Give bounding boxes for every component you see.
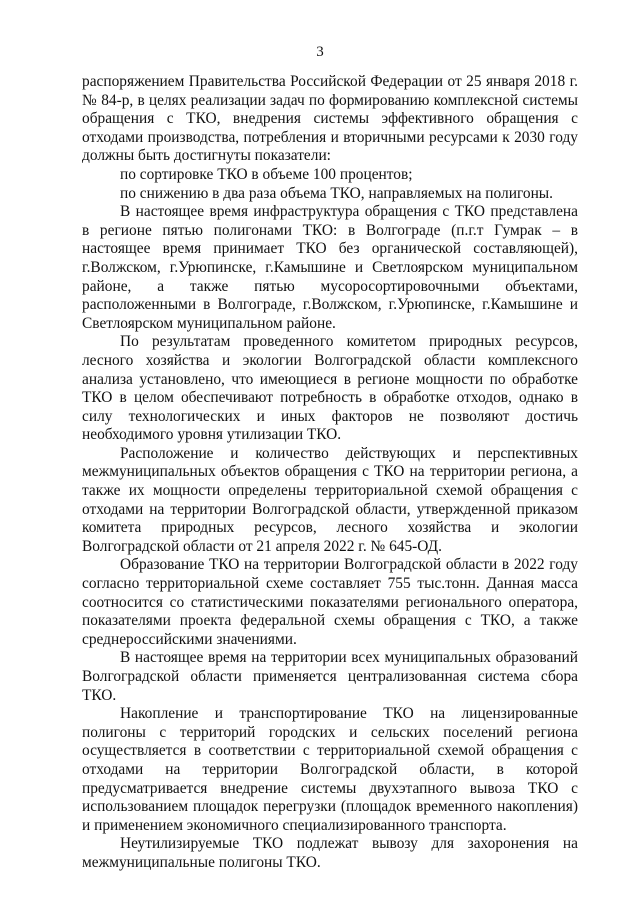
paragraph-continuation: распоряжением Правительства Российской Федерации от 25 января 2018 г. № 84-р, в целях реализации задач по формированию комплексной системы обращения с ТКО, внедрения системы эффективного обращения с отходами производства, потребления и вторичными ресурсами к 2030 году должны быть достигнуты показатели:	[82, 73, 578, 165]
paragraph-facilities: Расположение и количество действующих и перспективных межмуниципальных объектов обращения с ТКО на территории региона, а также их мощности определены территориальной схемой обращения с отходами на территории Волгоградской области, утвержденной приказом комитета природных ресурсов, лесного хозяйства и экологии Волгоградской области от 21 апреля 2022 г. № 645-ОД.	[82, 444, 578, 555]
paragraph-indicator-sorting: по сортировке ТКО в объеме 100 процентов;	[120, 165, 413, 183]
paragraph-collection-system: В настоящее время на территории всех муниципальных образований Волгоградской области применяется централизованная система сбора ТКО.	[82, 649, 578, 704]
paragraph-transportation: Накопление и транспортирование ТКО на лицензированные полигоны с территорий городских и сельских поселений региона осуществляется в соответствии с территориальной схемой обращения с отходами на территории Волгоградской области, в которой предусматривается внедрение системы двухэтапного вывоза ТКО с использованием площадок перегрузки (площадок временного накопления) и применением экономичного специализированного транспорта.	[82, 705, 578, 834]
paragraph-indicator-reduction: по снижению в два раза объема ТКО, направляемых на полигоны.	[120, 184, 553, 202]
document-body	[82, 73, 578, 873]
page-number: 3	[316, 44, 324, 60]
paragraph-analysis: По результатам проведенного комитетом природных ресурсов, лесного хозяйства и экологии Волгоградской области комплексного анализа установлено, что имеющиеся в регионе мощности по обработке ТКО в целом обеспечивают потребность в обработке отходов, однако в силу технологических и иных факторов не позволяют достичь необходимого уровня утилизации ТКО.	[82, 333, 578, 444]
paragraph-disposal: Неутилизируемые ТКО подлежат вывозу для захоронения на межмуниципальные полигоны ТКО.	[82, 835, 578, 871]
paragraph-waste-generation: Образование ТКО на территории Волгоградской области в 2022 году согласно территориальной схеме составляет 755 тыс.тонн. Данная масса соотносится со статистическими показателями регионального оператора, показателями проекта федеральной схемы обращения с ТКО, а также среднероссийскими значениями.	[82, 556, 578, 648]
paragraph-infrastructure: В настоящее время инфраструктура обращения с ТКО представлена в регионе пятью полигонами ТКО: в Волгограде (п.г.т Гумрак – в настоящее время принимает ТКО без органической составляющей), г.Волжском, г.Урюпинске, г.Камышине и Светлоярском муниципальном районе, а также пятью мусоросортировочными объектами, расположенными в Волгограде, г.Волжском, г.Урюпинске, г.Камышине и Светлоярском муниципальном районе.	[82, 203, 578, 332]
